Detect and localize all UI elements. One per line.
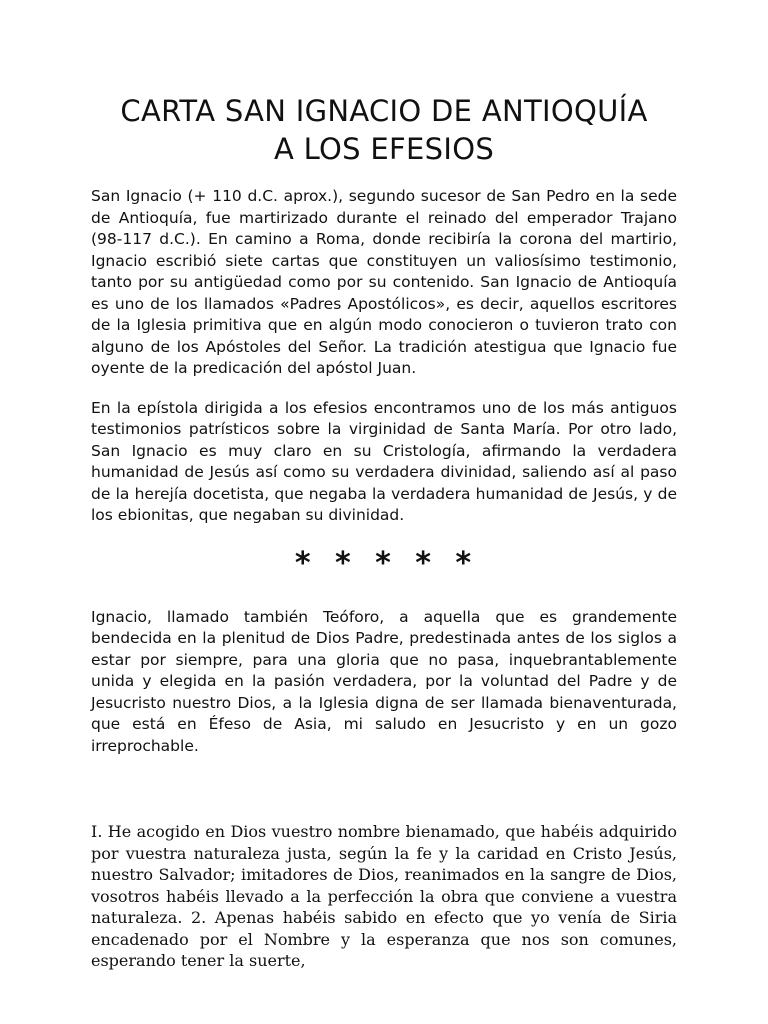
- chapter-1-paragraph: I. He acogido en Dios vuestro nombre bienamado, que habéis adquirido por vuestra naturaleza justa, según la fe y la caridad en Cristo Jesús, nuestro Salvador; imitadores de Dios, reanimados en la sangre de Dios, vosotros habéis llevado a la perfección la obra que conviene a vuestra naturaleza. 2. Apenas habéis sabido en efecto que yo venía de Siria encadenado por el Nombre y la esperanza que nos son comunes, esperando tener la suerte,: [91, 822, 677, 970]
- document-page: [91, 0, 677, 972]
- document-title: [91, 0, 677, 168]
- intro-paragraph-2: En la epístola dirigida a los efesios encontramos uno de los más antiguos testimonios patrísticos sobre la virginidad de Santa María. Por otro lado, San Ignacio es muy claro en su Cristología, afirmando la verdadera humanidad de Jesús así como su verdadera divinidad, saliendo así al paso de la herejía docetista, que negaba la verdadera humanidad de Jesús, y de los ebionitas, que negaban su divinidad.: [91, 398, 677, 524]
- salutation-paragraph: Ignacio, llamado también Teóforo, a aquella que es grandemente bendecida en la plenitud de Dios Padre, predestinada antes de los siglos a estar por siempre, para una gloria que no pasa, inquebrantablemente unida y elegida en la pasión verdadera, por la voluntad del Padre y de Jesucristo nuestro Dios, a la Iglesia digna de ser llamada bienaventurada, que está en Éfeso de Asia, mi saludo en Jesucristo y en un gozo irreprochable.: [91, 607, 677, 755]
- title-line-2: A LOS EFESIOS: [273, 132, 495, 166]
- section-separator: * * * * *: [293, 545, 475, 581]
- title-line-1: CARTA SAN IGNACIO DE ANTIOQUÍA: [120, 94, 648, 128]
- intro-paragraph-1: San Ignacio (+ 110 d.C. aprox.), segundo sucesor de San Pedro en la sede de Antioquía, fue martirizado durante el reinado del emperador Trajano (98-117 d.C.). En camino a Roma, donde recibiría la corona del martirio, Ignacio escribió siete cartas que constituyen un valiosísimo testimonio, tanto por su antigüedad como por su contenido. San Ignacio de Antioquía es uno de los llamados «Padres Apostólicos», es decir, aquellos escritores de la Iglesia primitiva que en algún modo conocieron o tuvieron trato con alguno de los Apóstoles del Señor. La tradición atestigua que Ignacio fue oyente de la predicación del apóstol Juan.: [91, 187, 677, 377]
